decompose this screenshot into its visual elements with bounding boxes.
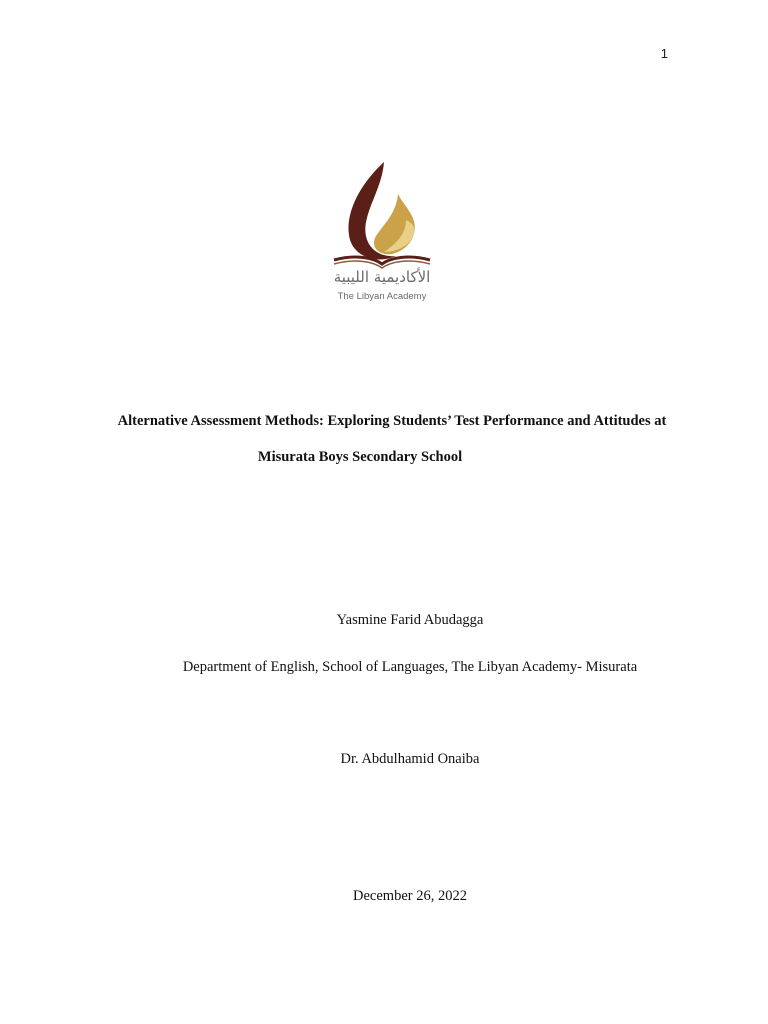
department-affiliation: Department of English, School of Languages, The Libyan Academy- Misurata xyxy=(182,659,638,675)
submission-date: December 26, 2022 xyxy=(353,888,467,904)
author-name: Yasmine Farid Abudagga xyxy=(336,612,484,628)
page-number: 1 xyxy=(660,46,668,61)
supervisor-name: Dr. Abdulhamid Onaiba xyxy=(340,751,480,767)
logo-english-text: The Libyan Academy xyxy=(337,291,427,302)
libyan-academy-logo xyxy=(326,158,438,308)
logo-arabic-text: الأكاديمية الليبية xyxy=(333,268,431,286)
title-line-2: Misurata Boys Secondary School xyxy=(257,449,463,465)
title-line-1: Alternative Assessment Methods: Exploring Students’ Test Performance and Attitudes at xyxy=(117,413,667,429)
